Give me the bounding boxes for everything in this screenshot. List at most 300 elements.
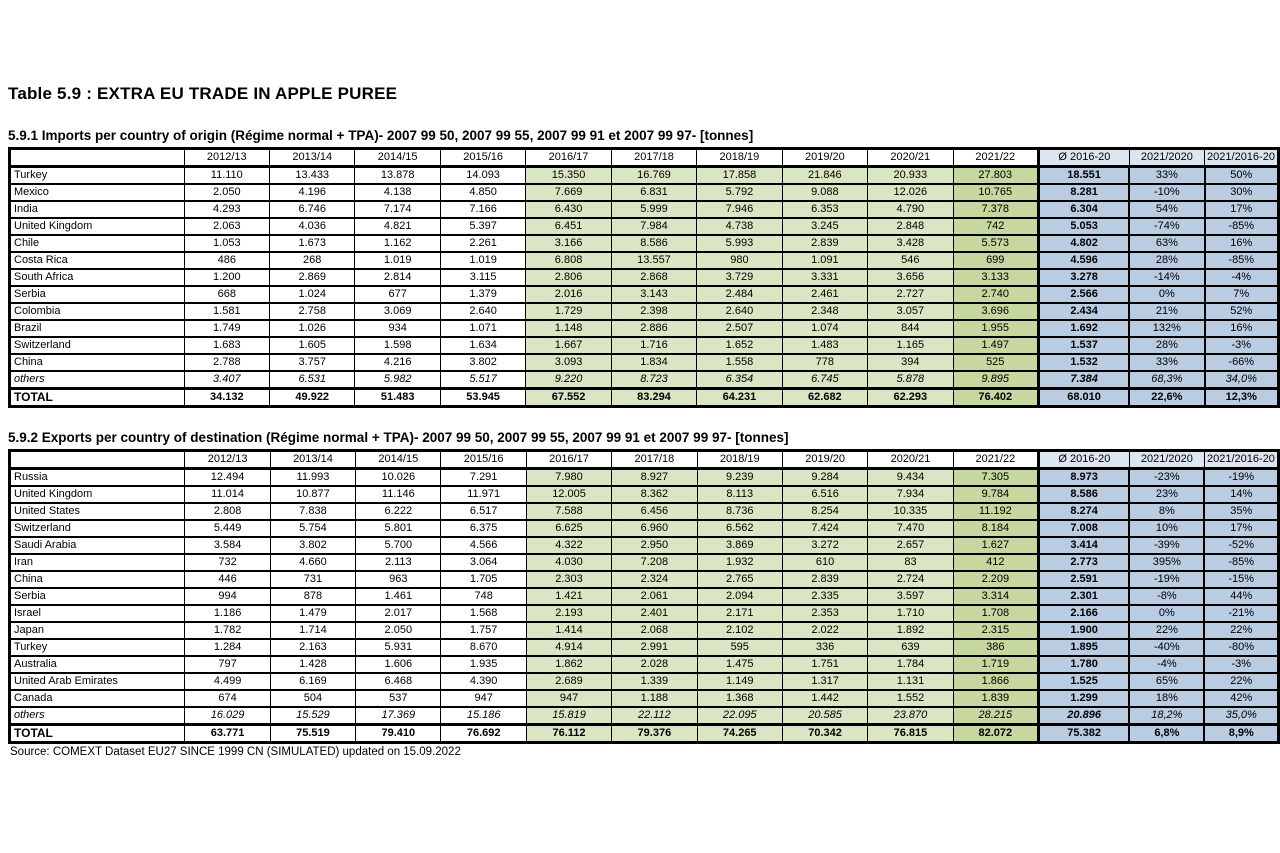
data-cell: 1.475 xyxy=(697,656,782,673)
data-cell: 2.261 xyxy=(440,235,525,252)
data-cell: 412 xyxy=(953,554,1038,571)
table-row xyxy=(10,639,1279,656)
data-cell: 13.557 xyxy=(611,252,696,269)
data-cell: 934 xyxy=(355,320,440,337)
data-cell: 2.166 xyxy=(1039,605,1130,622)
data-cell: 11.971 xyxy=(441,486,526,503)
data-cell: 1.421 xyxy=(526,588,611,605)
column-header: 2021/22 xyxy=(953,451,1038,469)
data-cell: 1.895 xyxy=(1039,639,1130,656)
exports-table-wrap xyxy=(8,449,1280,744)
data-cell: 3.133 xyxy=(953,269,1038,286)
data-cell: 994 xyxy=(185,588,270,605)
data-cell: 1.955 xyxy=(953,320,1038,337)
table-row xyxy=(10,520,1279,537)
data-cell: 731 xyxy=(270,571,355,588)
data-cell: 2.484 xyxy=(697,286,782,303)
row-label: Mexico xyxy=(10,184,185,201)
data-cell: 5.700 xyxy=(356,537,441,554)
row-label: others xyxy=(10,707,185,725)
data-cell: 54% xyxy=(1129,201,1204,218)
row-label: Russia xyxy=(10,469,185,487)
data-cell: 7.588 xyxy=(526,503,611,520)
column-header: 2012/13 xyxy=(184,149,269,167)
data-cell: 5.517 xyxy=(440,371,525,389)
data-cell: 21% xyxy=(1129,303,1204,320)
data-cell: 6,8% xyxy=(1129,725,1204,743)
data-cell: 83 xyxy=(868,554,953,571)
data-cell: 2.335 xyxy=(782,588,867,605)
table-row xyxy=(10,605,1279,622)
data-cell: 6.304 xyxy=(1038,201,1129,218)
data-cell: 336 xyxy=(782,639,867,656)
data-cell: 3.757 xyxy=(270,354,355,371)
data-cell: 7.934 xyxy=(868,486,953,503)
data-cell: 1.780 xyxy=(1039,656,1130,673)
data-cell: 504 xyxy=(270,690,355,707)
data-cell: 1.708 xyxy=(953,605,1038,622)
data-cell: 2.640 xyxy=(697,303,782,320)
data-cell: -3% xyxy=(1205,337,1279,354)
table-row xyxy=(10,656,1279,673)
data-cell: 2.657 xyxy=(868,537,953,554)
data-cell: 2.022 xyxy=(782,622,867,639)
data-cell: 2.315 xyxy=(953,622,1038,639)
data-cell: 6.468 xyxy=(356,673,441,690)
data-cell: 34,0% xyxy=(1205,371,1279,389)
row-label: TOTAL xyxy=(10,389,185,407)
data-cell: 3.115 xyxy=(440,269,525,286)
data-cell: 4.293 xyxy=(184,201,269,218)
data-cell: 1.483 xyxy=(782,337,867,354)
data-cell: 4.790 xyxy=(868,201,953,218)
data-cell: 6.222 xyxy=(356,503,441,520)
data-cell: 1.935 xyxy=(441,656,526,673)
data-cell: 1.892 xyxy=(868,622,953,639)
row-label: Serbia xyxy=(10,286,185,303)
data-cell: 2.348 xyxy=(782,303,867,320)
data-cell: 1.525 xyxy=(1039,673,1130,690)
row-label: Switzerland xyxy=(10,337,185,354)
data-cell: 2.193 xyxy=(526,605,611,622)
table-row xyxy=(10,673,1279,690)
data-cell: 6.562 xyxy=(697,520,782,537)
data-cell: 1.605 xyxy=(270,337,355,354)
data-cell: -85% xyxy=(1205,218,1279,235)
data-cell: 2.848 xyxy=(868,218,953,235)
data-cell: 980 xyxy=(697,252,782,269)
data-cell: 22% xyxy=(1204,673,1278,690)
data-cell: 34.132 xyxy=(184,389,269,407)
data-cell: 3.314 xyxy=(953,588,1038,605)
data-cell: -19% xyxy=(1204,469,1278,487)
data-cell: 14% xyxy=(1204,486,1278,503)
table-row xyxy=(10,371,1279,389)
data-cell: 963 xyxy=(356,571,441,588)
imports-table xyxy=(8,147,1280,408)
data-cell: 3.428 xyxy=(868,235,953,252)
data-cell: 51.483 xyxy=(355,389,440,407)
data-cell: 2.401 xyxy=(612,605,697,622)
data-cell: 7.980 xyxy=(526,469,611,487)
data-cell: 7.984 xyxy=(611,218,696,235)
column-header: 2015/16 xyxy=(440,149,525,167)
data-cell: 70.342 xyxy=(782,725,867,743)
data-cell: 1.552 xyxy=(868,690,953,707)
data-cell: 132% xyxy=(1129,320,1204,337)
row-label: China xyxy=(10,354,185,371)
data-cell: 0% xyxy=(1129,286,1204,303)
data-cell: 15.819 xyxy=(526,707,611,725)
data-cell: 1.862 xyxy=(526,656,611,673)
column-header: 2014/15 xyxy=(355,149,440,167)
data-cell: 7.166 xyxy=(440,201,525,218)
data-cell: 1.091 xyxy=(782,252,867,269)
data-cell: 1.710 xyxy=(868,605,953,622)
row-label: Brazil xyxy=(10,320,185,337)
data-cell: 2.050 xyxy=(184,184,269,201)
data-cell: 5.754 xyxy=(270,520,355,537)
data-cell: 11.993 xyxy=(270,469,355,487)
source-note: Source: COMEXT Dataset EU27 SINCE 1999 CN (SIMULATED) updated on 15.09.2022 xyxy=(10,746,461,758)
data-cell: 3.597 xyxy=(868,588,953,605)
data-cell: 2.063 xyxy=(184,218,269,235)
data-cell: 1.284 xyxy=(185,639,270,656)
table-row xyxy=(10,389,1279,407)
data-cell: 42% xyxy=(1204,690,1278,707)
data-cell: 1.568 xyxy=(441,605,526,622)
data-cell: 82.072 xyxy=(953,725,1038,743)
data-cell: -4% xyxy=(1129,656,1204,673)
data-cell: 28% xyxy=(1129,252,1204,269)
data-cell: 7.470 xyxy=(868,520,953,537)
table-row xyxy=(10,218,1279,235)
data-cell: 1.368 xyxy=(697,690,782,707)
data-cell: 2.839 xyxy=(782,235,867,252)
data-cell: 1.379 xyxy=(440,286,525,303)
data-cell: -19% xyxy=(1129,571,1204,588)
data-cell: 1.071 xyxy=(440,320,525,337)
data-cell: -3% xyxy=(1204,656,1278,673)
data-cell: 6.746 xyxy=(270,201,355,218)
data-cell: 4.322 xyxy=(526,537,611,554)
data-cell: 4.138 xyxy=(355,184,440,201)
data-cell: 797 xyxy=(185,656,270,673)
column-header: 2019/20 xyxy=(782,149,867,167)
data-cell: 395% xyxy=(1129,554,1204,571)
data-cell: 3.584 xyxy=(185,537,270,554)
data-cell: 2.806 xyxy=(526,269,611,286)
data-cell: 4.390 xyxy=(441,673,526,690)
row-label: Chile xyxy=(10,235,185,252)
data-cell: 2.773 xyxy=(1039,554,1130,571)
data-cell: 63% xyxy=(1129,235,1204,252)
data-cell: 778 xyxy=(782,354,867,371)
data-cell: 2.028 xyxy=(612,656,697,673)
data-cell: 2.163 xyxy=(270,639,355,656)
data-cell: 1.299 xyxy=(1039,690,1130,707)
data-cell: 1.428 xyxy=(270,656,355,673)
data-cell: 3.729 xyxy=(697,269,782,286)
data-cell: 10.335 xyxy=(868,503,953,520)
data-cell: 8% xyxy=(1129,503,1204,520)
data-cell: 947 xyxy=(526,690,611,707)
data-cell: 386 xyxy=(953,639,1038,656)
data-cell: 2.839 xyxy=(782,571,867,588)
data-cell: 20.933 xyxy=(868,167,953,185)
data-cell: 6.354 xyxy=(697,371,782,389)
data-cell: 18% xyxy=(1129,690,1204,707)
data-cell: 1.558 xyxy=(697,354,782,371)
data-cell: 2.398 xyxy=(611,303,696,320)
data-cell: 1.019 xyxy=(355,252,440,269)
data-cell: 76.692 xyxy=(441,725,526,743)
data-cell: 2.209 xyxy=(953,571,1038,588)
data-cell: 8.281 xyxy=(1038,184,1129,201)
data-cell: 1.834 xyxy=(611,354,696,371)
data-cell: 75.382 xyxy=(1039,725,1130,743)
data-cell: 3.407 xyxy=(184,371,269,389)
row-label: China xyxy=(10,571,185,588)
data-cell: 11.192 xyxy=(953,503,1038,520)
data-cell: 11.146 xyxy=(356,486,441,503)
data-cell: 1.673 xyxy=(270,235,355,252)
data-cell: 10.877 xyxy=(270,486,355,503)
data-cell: 4.850 xyxy=(440,184,525,201)
data-cell: 4.821 xyxy=(355,218,440,235)
data-cell: 5.397 xyxy=(440,218,525,235)
data-cell: 30% xyxy=(1205,184,1279,201)
data-cell: 53.945 xyxy=(440,389,525,407)
data-cell: 2.869 xyxy=(270,269,355,286)
data-cell: 1.532 xyxy=(1038,354,1129,371)
data-cell: 7.291 xyxy=(441,469,526,487)
data-cell: 17% xyxy=(1204,520,1278,537)
data-cell: 2.727 xyxy=(868,286,953,303)
column-header: 2021/2020 xyxy=(1129,451,1204,469)
column-header: 2016/17 xyxy=(526,149,611,167)
data-cell: 17.858 xyxy=(697,167,782,185)
data-cell: 15.529 xyxy=(270,707,355,725)
data-cell: 546 xyxy=(868,252,953,269)
data-cell: 1.186 xyxy=(185,605,270,622)
data-cell: 16.029 xyxy=(185,707,270,725)
data-cell: 748 xyxy=(441,588,526,605)
data-cell: 2.102 xyxy=(697,622,782,639)
data-cell: 1.442 xyxy=(782,690,867,707)
data-cell: 446 xyxy=(185,571,270,588)
data-cell: -14% xyxy=(1129,269,1204,286)
data-cell: 1.581 xyxy=(184,303,269,320)
data-cell: 52% xyxy=(1205,303,1279,320)
data-cell: 3.064 xyxy=(441,554,526,571)
data-cell: 1.026 xyxy=(270,320,355,337)
data-cell: 9.284 xyxy=(782,469,867,487)
data-cell: 1.024 xyxy=(270,286,355,303)
row-label: Israel xyxy=(10,605,185,622)
data-cell: 3.069 xyxy=(355,303,440,320)
data-cell: 79.376 xyxy=(612,725,697,743)
data-cell: 1.606 xyxy=(356,656,441,673)
exports-caption: 5.9.2 Exports per country of destination (Régime normal + TPA)- 2007 99 50, 2007 99 55, 2007 99 91 et 2007 99 97- [tonnes] xyxy=(8,430,789,445)
data-cell: 1.461 xyxy=(356,588,441,605)
data-cell: 7.208 xyxy=(612,554,697,571)
data-cell: 5.573 xyxy=(953,235,1038,252)
data-cell: 22% xyxy=(1204,622,1278,639)
row-label: Switzerland xyxy=(10,520,185,537)
table-row xyxy=(10,252,1279,269)
data-cell: -8% xyxy=(1129,588,1204,605)
data-cell: 1.162 xyxy=(355,235,440,252)
data-cell: 9.220 xyxy=(526,371,611,389)
data-cell: 62.682 xyxy=(782,389,867,407)
table-row xyxy=(10,707,1279,725)
data-cell: 16.769 xyxy=(611,167,696,185)
data-cell: 11.110 xyxy=(184,167,269,185)
data-cell: 1.053 xyxy=(184,235,269,252)
data-cell: 2.740 xyxy=(953,286,1038,303)
data-cell: 2.868 xyxy=(611,269,696,286)
data-cell: 22.112 xyxy=(612,707,697,725)
table-row xyxy=(10,201,1279,218)
data-cell: 10% xyxy=(1129,520,1204,537)
data-cell: 5.878 xyxy=(868,371,953,389)
data-cell: 6.808 xyxy=(526,252,611,269)
column-header: 2017/18 xyxy=(611,149,696,167)
data-cell: 1.019 xyxy=(440,252,525,269)
column-header: 2016/17 xyxy=(526,451,611,469)
data-cell: 33% xyxy=(1129,354,1204,371)
data-cell: 4.030 xyxy=(526,554,611,571)
data-cell: 8.723 xyxy=(611,371,696,389)
data-cell: 8.274 xyxy=(1039,503,1130,520)
data-cell: 5.792 xyxy=(697,184,782,201)
data-cell: 1.716 xyxy=(611,337,696,354)
data-cell: 6.517 xyxy=(441,503,526,520)
table-row xyxy=(10,537,1279,554)
row-label-header xyxy=(10,149,185,167)
data-cell: 7% xyxy=(1205,286,1279,303)
data-cell: 4.499 xyxy=(185,673,270,690)
data-cell: 35,0% xyxy=(1204,707,1278,725)
data-cell: 5.999 xyxy=(611,201,696,218)
table-row xyxy=(10,337,1279,354)
data-cell: 3.272 xyxy=(782,537,867,554)
data-cell: 1.479 xyxy=(270,605,355,622)
table-row xyxy=(10,622,1279,639)
data-cell: 1.074 xyxy=(782,320,867,337)
data-cell: 76.815 xyxy=(868,725,953,743)
data-cell: 44% xyxy=(1204,588,1278,605)
data-cell: 2.017 xyxy=(356,605,441,622)
data-cell: -85% xyxy=(1205,252,1279,269)
data-cell: 7.305 xyxy=(953,469,1038,487)
data-cell: 9.895 xyxy=(953,371,1038,389)
table-row xyxy=(10,320,1279,337)
data-cell: 8.736 xyxy=(697,503,782,520)
exports-table xyxy=(8,449,1280,744)
data-cell: 1.598 xyxy=(355,337,440,354)
data-cell: 1.149 xyxy=(697,673,782,690)
data-cell: 844 xyxy=(868,320,953,337)
data-cell: 7.946 xyxy=(697,201,782,218)
data-cell: 7.384 xyxy=(1038,371,1129,389)
data-cell: 27.803 xyxy=(953,167,1038,185)
data-cell: 2.061 xyxy=(612,588,697,605)
data-cell: 20.896 xyxy=(1039,707,1130,725)
data-cell: 878 xyxy=(270,588,355,605)
table-row xyxy=(10,167,1279,185)
data-cell: 2.591 xyxy=(1039,571,1130,588)
data-cell: 6.451 xyxy=(526,218,611,235)
data-cell: 8.362 xyxy=(612,486,697,503)
data-cell: 1.667 xyxy=(526,337,611,354)
data-cell: 3.656 xyxy=(868,269,953,286)
data-cell: 68.010 xyxy=(1038,389,1129,407)
table-row xyxy=(10,554,1279,571)
header-row xyxy=(10,451,1279,469)
data-cell: 6.375 xyxy=(441,520,526,537)
data-cell: 4.596 xyxy=(1038,252,1129,269)
data-cell: 2.886 xyxy=(611,320,696,337)
data-cell: 6.960 xyxy=(612,520,697,537)
data-cell: 1.900 xyxy=(1039,622,1130,639)
table-row xyxy=(10,503,1279,520)
data-cell: 699 xyxy=(953,252,1038,269)
data-cell: 22.095 xyxy=(697,707,782,725)
data-cell: 4.216 xyxy=(355,354,440,371)
data-cell: 65% xyxy=(1129,673,1204,690)
data-cell: 5.449 xyxy=(185,520,270,537)
data-cell: 2.016 xyxy=(526,286,611,303)
data-cell: 7.424 xyxy=(782,520,867,537)
column-header: 2012/13 xyxy=(185,451,270,469)
data-cell: 2.094 xyxy=(697,588,782,605)
data-cell: 1.932 xyxy=(697,554,782,571)
data-cell: 5.982 xyxy=(355,371,440,389)
data-cell: 4.802 xyxy=(1038,235,1129,252)
data-cell: 2.434 xyxy=(1038,303,1129,320)
data-cell: 8.113 xyxy=(697,486,782,503)
data-cell: 1.757 xyxy=(441,622,526,639)
exports-section xyxy=(8,430,1280,744)
data-cell: 64.231 xyxy=(697,389,782,407)
data-cell: 1.683 xyxy=(184,337,269,354)
column-header: 2015/16 xyxy=(441,451,526,469)
column-header: Ø 2016-20 xyxy=(1038,149,1129,167)
data-cell: 6.456 xyxy=(612,503,697,520)
imports-table-wrap xyxy=(8,147,1280,408)
data-cell: 7.669 xyxy=(526,184,611,201)
data-cell: 16% xyxy=(1205,235,1279,252)
imports-section xyxy=(8,128,1280,408)
data-cell: 6.625 xyxy=(526,520,611,537)
row-label: Australia xyxy=(10,656,185,673)
data-cell: 7.838 xyxy=(270,503,355,520)
data-cell: 6.353 xyxy=(782,201,867,218)
data-cell: 4.738 xyxy=(697,218,782,235)
column-header: 2021/2020 xyxy=(1129,149,1204,167)
column-header: 2020/21 xyxy=(868,451,953,469)
data-cell: 14.093 xyxy=(440,167,525,185)
data-cell: 8.973 xyxy=(1039,469,1130,487)
column-header: 2013/14 xyxy=(270,451,355,469)
data-cell: 11.014 xyxy=(185,486,270,503)
data-cell: 5.053 xyxy=(1038,218,1129,235)
data-cell: 2.461 xyxy=(782,286,867,303)
imports-caption: 5.9.1 Imports per country of origin (Régime normal + TPA)- 2007 99 50, 2007 99 55, 2007 99 91 et 2007 99 97- [tonnes] xyxy=(8,128,754,143)
table-row xyxy=(10,269,1279,286)
